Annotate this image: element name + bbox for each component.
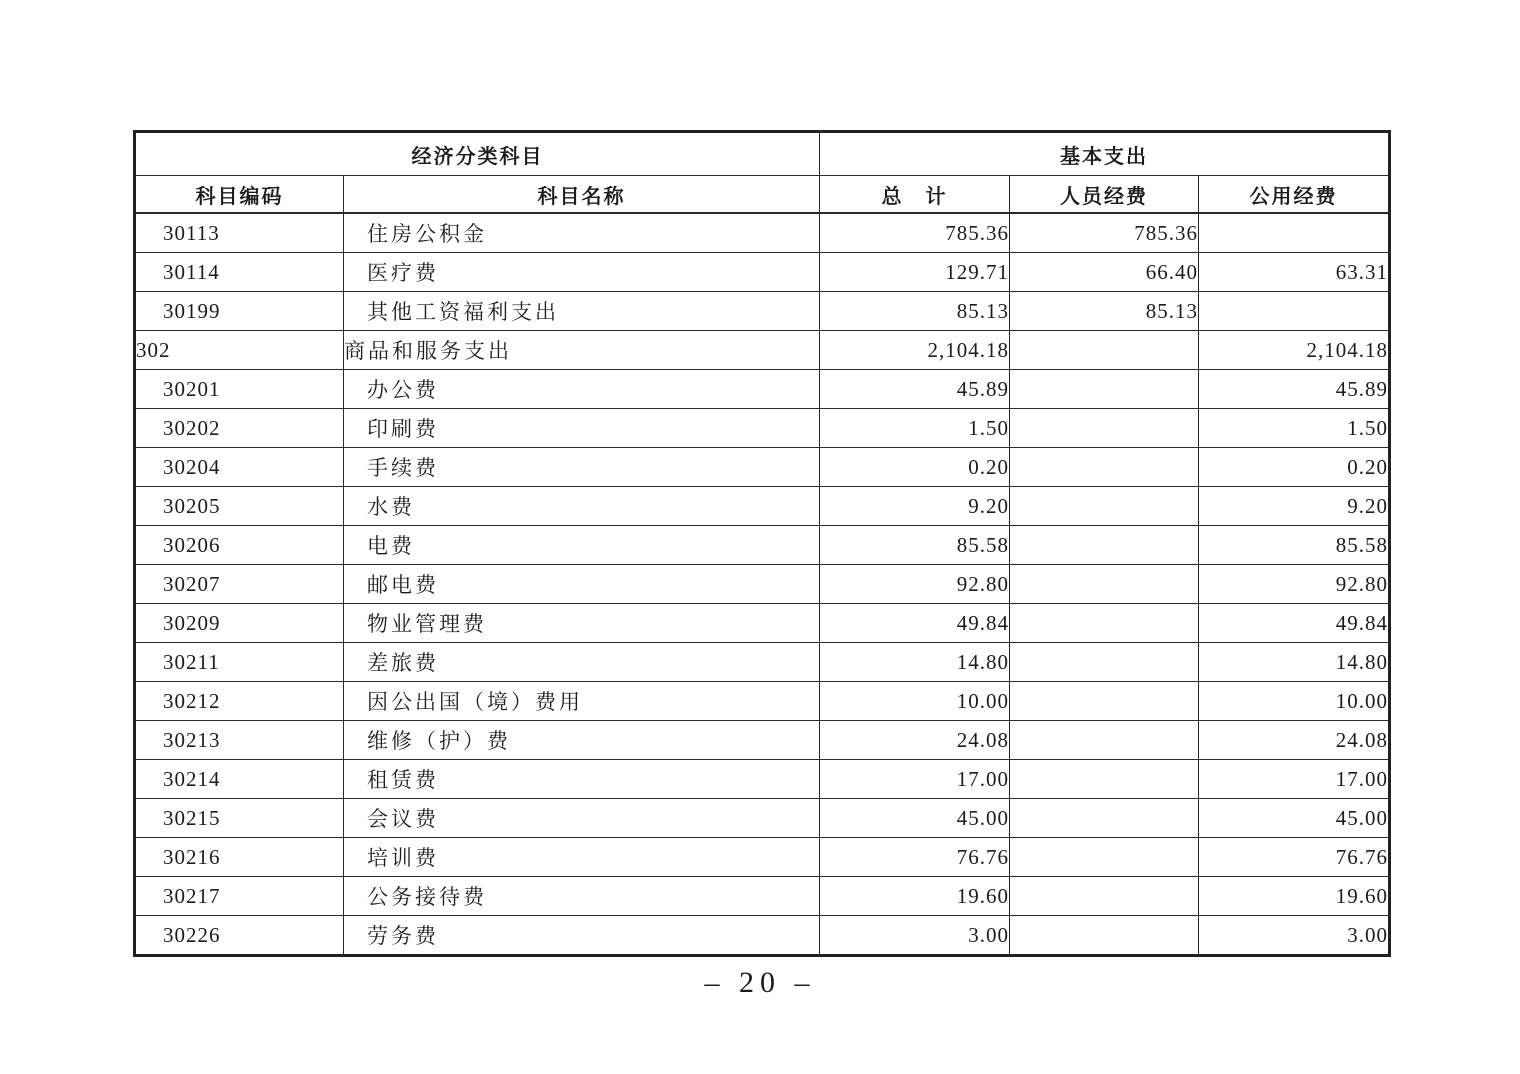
table-row — [135, 292, 1390, 331]
subject-name: 手续费 — [344, 448, 820, 487]
public-value: 3.00 — [1199, 916, 1390, 956]
personnel-value — [1010, 487, 1199, 526]
total-value: 49.84 — [820, 604, 1010, 643]
total-value: 45.00 — [820, 799, 1010, 838]
table-row — [135, 877, 1390, 916]
table-row — [135, 487, 1390, 526]
subject-name: 办公费 — [344, 370, 820, 409]
subject-name: 医疗费 — [344, 253, 820, 292]
total-value: 0.20 — [820, 448, 1010, 487]
table-row — [135, 643, 1390, 682]
total-value: 2,104.18 — [820, 331, 1010, 370]
subject-code: 30212 — [135, 682, 344, 721]
personnel-value — [1010, 409, 1199, 448]
subject-name: 其他工资福利支出 — [344, 292, 820, 331]
header-basic-expenditure: 基本支出 — [820, 132, 1390, 176]
subject-code: 30215 — [135, 799, 344, 838]
public-value: 76.76 — [1199, 838, 1390, 877]
subject-code: 30201 — [135, 370, 344, 409]
page-number: – 20 – — [704, 966, 816, 999]
subject-code: 30217 — [135, 877, 344, 916]
subject-name: 商品和服务支出 — [344, 331, 820, 370]
table-row — [135, 565, 1390, 604]
personnel-value — [1010, 370, 1199, 409]
personnel-value — [1010, 682, 1199, 721]
public-value: 85.58 — [1199, 526, 1390, 565]
col-header-subject-name: 科目名称 — [344, 176, 820, 214]
public-value: 45.00 — [1199, 799, 1390, 838]
subject-name: 印刷费 — [344, 409, 820, 448]
personnel-value — [1010, 877, 1199, 916]
subject-code: 30214 — [135, 760, 344, 799]
table-row — [135, 721, 1390, 760]
subject-name: 劳务费 — [344, 916, 820, 956]
budget-table — [133, 130, 1391, 957]
table-row — [135, 838, 1390, 877]
total-value: 24.08 — [820, 721, 1010, 760]
table-row — [135, 916, 1390, 956]
total-value: 1.50 — [820, 409, 1010, 448]
personnel-value — [1010, 799, 1199, 838]
table-row — [135, 526, 1390, 565]
col-header-subject-code: 科目编码 — [135, 176, 344, 214]
personnel-value — [1010, 448, 1199, 487]
public-value: 45.89 — [1199, 370, 1390, 409]
subject-code: 30211 — [135, 643, 344, 682]
public-value: 92.80 — [1199, 565, 1390, 604]
total-value: 92.80 — [820, 565, 1010, 604]
subject-code: 30114 — [135, 253, 344, 292]
subject-name: 差旅费 — [344, 643, 820, 682]
total-value: 129.71 — [820, 253, 1010, 292]
subject-name: 住房公积金 — [344, 213, 820, 253]
subject-name: 公务接待费 — [344, 877, 820, 916]
personnel-value — [1010, 760, 1199, 799]
public-value: 9.20 — [1199, 487, 1390, 526]
subject-name: 会议费 — [344, 799, 820, 838]
public-value: 63.31 — [1199, 253, 1390, 292]
table-row — [135, 331, 1390, 370]
subject-name: 水费 — [344, 487, 820, 526]
subject-name: 邮电费 — [344, 565, 820, 604]
table-row — [135, 213, 1390, 253]
subject-name: 培训费 — [344, 838, 820, 877]
table-row — [135, 448, 1390, 487]
subject-code: 30202 — [135, 409, 344, 448]
personnel-value: 66.40 — [1010, 253, 1199, 292]
public-value — [1199, 292, 1390, 331]
table-body — [135, 213, 1390, 956]
total-value: 76.76 — [820, 838, 1010, 877]
public-value: 10.00 — [1199, 682, 1390, 721]
public-value — [1199, 213, 1390, 253]
public-value: 24.08 — [1199, 721, 1390, 760]
public-value: 17.00 — [1199, 760, 1390, 799]
subject-name: 因公出国（境）费用 — [344, 682, 820, 721]
personnel-value — [1010, 565, 1199, 604]
subject-code: 30226 — [135, 916, 344, 956]
subject-name: 物业管理费 — [344, 604, 820, 643]
public-value: 19.60 — [1199, 877, 1390, 916]
col-header-total: 总 计 — [820, 176, 1010, 214]
header-group-row — [135, 132, 1390, 176]
subject-code: 30207 — [135, 565, 344, 604]
subject-code: 30216 — [135, 838, 344, 877]
subject-code: 30113 — [135, 213, 344, 253]
personnel-value — [1010, 916, 1199, 956]
header-economic-classification: 经济分类科目 — [135, 132, 820, 176]
public-value: 49.84 — [1199, 604, 1390, 643]
total-value: 85.13 — [820, 292, 1010, 331]
total-value: 45.89 — [820, 370, 1010, 409]
table-row — [135, 682, 1390, 721]
table-row — [135, 409, 1390, 448]
column-header-row — [135, 176, 1390, 214]
total-value: 9.20 — [820, 487, 1010, 526]
table-row — [135, 370, 1390, 409]
table-row — [135, 760, 1390, 799]
personnel-value — [1010, 604, 1199, 643]
public-value: 1.50 — [1199, 409, 1390, 448]
subject-code: 30209 — [135, 604, 344, 643]
table-row — [135, 253, 1390, 292]
subject-name: 电费 — [344, 526, 820, 565]
table-row — [135, 799, 1390, 838]
subject-code: 30205 — [135, 487, 344, 526]
personnel-value — [1010, 838, 1199, 877]
subject-name: 租赁费 — [344, 760, 820, 799]
total-value: 3.00 — [820, 916, 1010, 956]
total-value: 785.36 — [820, 213, 1010, 253]
personnel-value — [1010, 721, 1199, 760]
public-value: 14.80 — [1199, 643, 1390, 682]
personnel-value — [1010, 643, 1199, 682]
subject-code: 30213 — [135, 721, 344, 760]
subject-code: 30206 — [135, 526, 344, 565]
subject-code: 30199 — [135, 292, 344, 331]
personnel-value — [1010, 331, 1199, 370]
table-row — [135, 604, 1390, 643]
total-value: 19.60 — [820, 877, 1010, 916]
personnel-value — [1010, 526, 1199, 565]
total-value: 14.80 — [820, 643, 1010, 682]
col-header-public-funds: 公用经费 — [1199, 176, 1390, 214]
total-value: 17.00 — [820, 760, 1010, 799]
total-value: 10.00 — [820, 682, 1010, 721]
subject-code: 302 — [135, 331, 344, 370]
total-value: 85.58 — [820, 526, 1010, 565]
col-header-personnel-funds: 人员经费 — [1010, 176, 1199, 214]
personnel-value: 785.36 — [1010, 213, 1199, 253]
public-value: 2,104.18 — [1199, 331, 1390, 370]
subject-name: 维修（护）费 — [344, 721, 820, 760]
personnel-value: 85.13 — [1010, 292, 1199, 331]
public-value: 0.20 — [1199, 448, 1390, 487]
subject-code: 30204 — [135, 448, 344, 487]
